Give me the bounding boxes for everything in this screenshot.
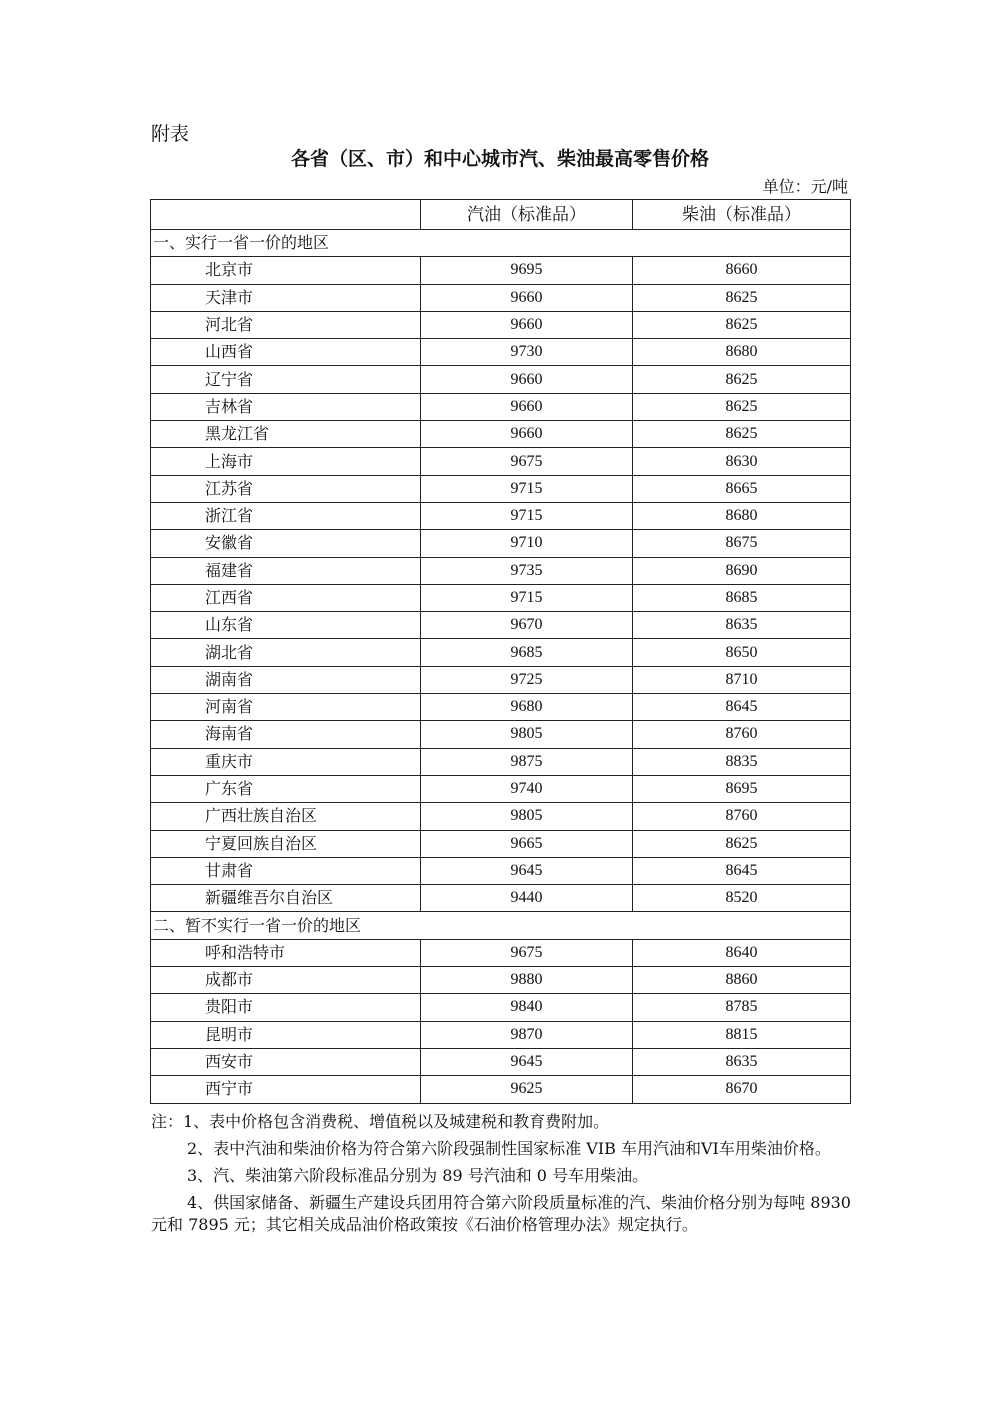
gasoline-price: 9805: [421, 721, 633, 748]
table-row: [151, 366, 851, 393]
header-diesel: 柴油（标准品）: [633, 200, 851, 230]
region-name: 西宁市: [151, 1076, 421, 1103]
region-name: 辽宁省: [151, 366, 421, 393]
diesel-price: 8680: [633, 502, 851, 529]
table-row: [151, 311, 851, 338]
diesel-price: 8625: [633, 421, 851, 448]
note-item: 4、供国家储备、新疆生产建设兵团用符合第六阶段质量标准的汽、柴油价格分别为每吨 8930 元和 7895 元；其它相关成品油价格政策按《石油价格管理办法》规定执行。: [151, 1193, 851, 1234]
table-row: [151, 721, 851, 748]
region-name: 天津市: [151, 284, 421, 311]
gasoline-price: 9715: [421, 475, 633, 502]
gasoline-price: 9675: [421, 939, 633, 966]
table-row: [151, 421, 851, 448]
table-row: [151, 967, 851, 994]
section-row: [151, 912, 851, 939]
unit-label: 单位：元/吨: [762, 177, 848, 196]
gasoline-price: 9625: [421, 1076, 633, 1103]
gasoline-price: 9660: [421, 284, 633, 311]
diesel-price: 8860: [633, 967, 851, 994]
gasoline-price: 9875: [421, 748, 633, 775]
gasoline-price: 9880: [421, 967, 633, 994]
diesel-price: 8695: [633, 775, 851, 802]
gasoline-price: 9735: [421, 557, 633, 584]
diesel-price: 8710: [633, 666, 851, 693]
gasoline-price: 9725: [421, 666, 633, 693]
region-name: 西安市: [151, 1048, 421, 1075]
table-row: [151, 448, 851, 475]
table-row: [151, 475, 851, 502]
region-name: 北京市: [151, 257, 421, 284]
section-label: 一、实行一省一价的地区: [151, 230, 851, 257]
gasoline-price: 9870: [421, 1021, 633, 1048]
region-name: 河北省: [151, 311, 421, 338]
gasoline-price: 9675: [421, 448, 633, 475]
price-table-body: [151, 230, 851, 1104]
diesel-price: 8630: [633, 448, 851, 475]
diesel-price: 8660: [633, 257, 851, 284]
gasoline-price: 9730: [421, 339, 633, 366]
page-title: 各省（区、市）和中心城市汽、柴油最高零售价格: [290, 148, 709, 170]
table-row: [151, 939, 851, 966]
region-name: 新疆维吾尔自治区: [151, 885, 421, 912]
region-name: 宁夏回族自治区: [151, 830, 421, 857]
table-row: [151, 1021, 851, 1048]
table-row: [151, 666, 851, 693]
diesel-price: 8640: [633, 939, 851, 966]
region-name: 重庆市: [151, 748, 421, 775]
region-name: 湖北省: [151, 639, 421, 666]
diesel-price: 8625: [633, 366, 851, 393]
diesel-price: 8645: [633, 694, 851, 721]
diesel-price: 8650: [633, 639, 851, 666]
table-row: [151, 502, 851, 529]
price-table: [150, 199, 851, 1104]
gasoline-price: 9440: [421, 885, 633, 912]
table-row: [151, 775, 851, 802]
table-row: [151, 830, 851, 857]
gasoline-price: 9660: [421, 311, 633, 338]
diesel-price: 8685: [633, 584, 851, 611]
gasoline-price: 9840: [421, 994, 633, 1021]
region-name: 湖南省: [151, 666, 421, 693]
gasoline-price: 9660: [421, 393, 633, 420]
table-row: [151, 339, 851, 366]
note-item: 注：1、表中价格包含消费税、增值税以及城建税和教育费附加。: [151, 1112, 610, 1131]
gasoline-price: 9645: [421, 1048, 633, 1075]
gasoline-price: 9660: [421, 366, 633, 393]
section-row: [151, 230, 851, 257]
gasoline-price: 9710: [421, 530, 633, 557]
gasoline-price: 9645: [421, 857, 633, 884]
region-name: 江苏省: [151, 475, 421, 502]
diesel-price: 8645: [633, 857, 851, 884]
region-name: 昆明市: [151, 1021, 421, 1048]
diesel-price: 8625: [633, 393, 851, 420]
gasoline-price: 9680: [421, 694, 633, 721]
diesel-price: 8760: [633, 721, 851, 748]
notes: [151, 1111, 851, 1241]
header-region: [151, 200, 421, 230]
diesel-price: 8625: [633, 311, 851, 338]
region-name: 广东省: [151, 775, 421, 802]
table-row: [151, 803, 851, 830]
gasoline-price: 9715: [421, 502, 633, 529]
table-row: [151, 584, 851, 611]
table-row: [151, 748, 851, 775]
table-row: [151, 284, 851, 311]
gasoline-price: 9660: [421, 421, 633, 448]
diesel-price: 8635: [633, 1048, 851, 1075]
diesel-price: 8625: [633, 830, 851, 857]
table-row: [151, 857, 851, 884]
table-row: [151, 557, 851, 584]
region-name: 贵阳市: [151, 994, 421, 1021]
region-name: 福建省: [151, 557, 421, 584]
diesel-price: 8635: [633, 612, 851, 639]
region-name: 黑龙江省: [151, 421, 421, 448]
gasoline-price: 9685: [421, 639, 633, 666]
diesel-price: 8835: [633, 748, 851, 775]
annex-label: 附表: [151, 123, 190, 145]
region-name: 吉林省: [151, 393, 421, 420]
region-name: 呼和浩特市: [151, 939, 421, 966]
region-name: 海南省: [151, 721, 421, 748]
region-name: 广西壮族自治区: [151, 803, 421, 830]
table-row: [151, 639, 851, 666]
region-name: 江西省: [151, 584, 421, 611]
header-gasoline: 汽油（标准品）: [421, 200, 633, 230]
diesel-price: 8625: [633, 284, 851, 311]
region-name: 上海市: [151, 448, 421, 475]
gasoline-price: 9695: [421, 257, 633, 284]
gasoline-price: 9805: [421, 803, 633, 830]
table-row: [151, 612, 851, 639]
diesel-price: 8680: [633, 339, 851, 366]
gasoline-price: 9715: [421, 584, 633, 611]
region-name: 甘肃省: [151, 857, 421, 884]
table-row: [151, 694, 851, 721]
region-name: 山东省: [151, 612, 421, 639]
note-item: 2、表中汽油和柴油价格为符合第六阶段强制性国家标准 VIB 车用汽油和VI车用柴油价格。: [187, 1139, 831, 1158]
diesel-price: 8675: [633, 530, 851, 557]
table-row: [151, 1048, 851, 1075]
section-label: 二、暂不实行一省一价的地区: [151, 912, 851, 939]
table-row: [151, 994, 851, 1021]
table-header-row: [151, 200, 851, 230]
gasoline-price: 9665: [421, 830, 633, 857]
gasoline-price: 9740: [421, 775, 633, 802]
diesel-price: 8520: [633, 885, 851, 912]
diesel-price: 8670: [633, 1076, 851, 1103]
table-row: [151, 393, 851, 420]
region-name: 安徽省: [151, 530, 421, 557]
diesel-price: 8785: [633, 994, 851, 1021]
diesel-price: 8760: [633, 803, 851, 830]
gasoline-price: 9670: [421, 612, 633, 639]
note-item: 3、汽、柴油第六阶段标准品分别为 89 号汽油和 0 号车用柴油。: [187, 1166, 649, 1185]
diesel-price: 8665: [633, 475, 851, 502]
region-name: 山西省: [151, 339, 421, 366]
table-row: [151, 1076, 851, 1103]
diesel-price: 8815: [633, 1021, 851, 1048]
region-name: 成都市: [151, 967, 421, 994]
table-row: [151, 257, 851, 284]
region-name: 浙江省: [151, 502, 421, 529]
table-row: [151, 885, 851, 912]
region-name: 河南省: [151, 694, 421, 721]
table-row: [151, 530, 851, 557]
diesel-price: 8690: [633, 557, 851, 584]
